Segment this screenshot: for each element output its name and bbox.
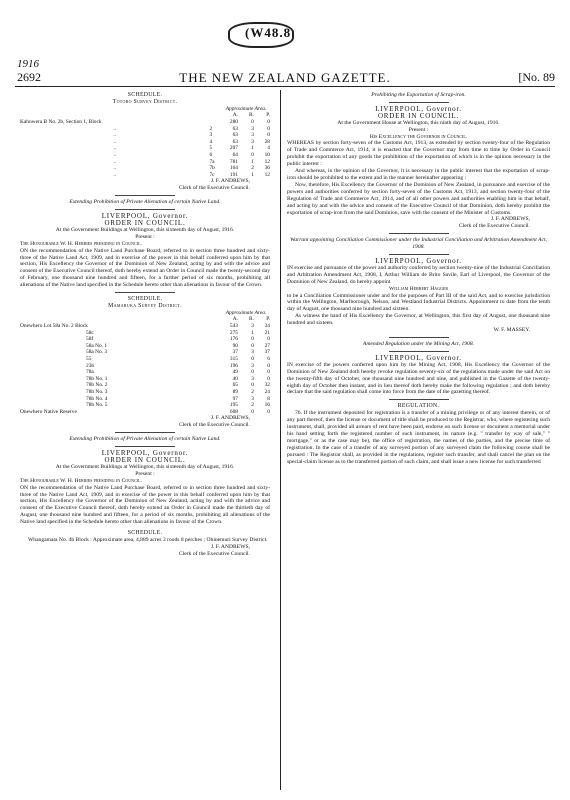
right-column [287,92,550,466]
warrant-paragraph: IN exercise and pursuance of the power and authority conferred by section twenty-nine of the Industrial Conciliation and Arbitration Amendment Act, 1908, I, Arthur William de Brito Savile, Earl of Liverpool, the Governor of the Dominion of New Zealand, do hereby appoint [287,264,550,285]
order-paragraph: Now, therefore, His Excellency the Governor of the Dominion of New Zealand, in pursuance and exercise of the powers and authorities conferred by section forty-seven of the Customs Act, 1913, and section twenty-four of the Regulation of Trade and Commerce Act, 1914, and of all other powers and authorities enabling him in that behalf, and acting by and with the advice and consent of the Executive Council of that Dominion, doth hereby prohibit the exportation of scrap-iron from the said Dominion, save with the consent of the Minister of Customs. [287,181,550,216]
unit: R. [249,316,254,323]
appointee-name: William Herbert Hagger [388,285,449,292]
divider [389,399,449,400]
area-heading: Approximate Area. [225,309,267,316]
area-heading: Approximate Area. [225,105,267,112]
place-date: At the Government House at Wellington, this ninth day of August, 1916. [337,119,500,126]
table-row: 78b No. 5 195 2 16 [86,402,270,409]
section-heading: Extending Prohibition of Private Alienation of certain Native Land. [69,436,221,443]
table-row: 55 315 0 6 [86,356,270,362]
schedule-heading: SCHEDULE. [127,296,163,303]
order-paragraph: And whereas, in the opinion of the Governor, it is necessary in the public interest that the exportation of scrap-iron should be prohibited to the extent and in the manner hereinafter appearing : [287,168,550,181]
unit: A. [232,112,238,119]
unit: P. [266,316,270,323]
divider [389,102,449,103]
section-heading: Amended Regulation under the Mining Act, 1908. [362,341,475,347]
divider [389,351,449,352]
column-divider [280,90,281,790]
regulation-paragraph: IN exercise of the powers conferred upon him by the Mining Act, 1908, His Excellency the Governor of the Dominion of New Zealand doth hereby revoke regulation seventy-six of the regulations made under the said Act on the twenty-fifth day of October, one thousand nine hundred and nine, and published in the Gazette of the twenty-eighth day of October then instant, and in lieu thereof doth hereby make the following regulation ; and doth hereby declare that the said regulation shall come into force from the date of the gazetting thereof. [287,361,550,396]
warrant-paragraph: to be a Conciliation Commissioner under and for the purposes of Part III of the said Act, and to exercise jurisdiction within the Wellington, Marlborough, Nelson, and Westland Industrial Districts. Appointment to date from the tenth day of August, one thousand nine hundred and sixteen. [287,292,550,313]
divider [115,195,175,196]
signature-title: Clerk of the Executive Council. [179,422,250,429]
order-title: ORDER IN COUNCIL. [104,218,186,227]
warrant-paragraph: As witness the hand of His Excellency the Governor, at Wellington, this first day of August, one thousand nine hundred and sixteen. [287,313,550,327]
present-label: Present : [408,126,429,133]
section-heading: Extending Prohibition of Private Alienation of certain Native Land. [69,199,221,206]
table-row: 78b No. 2 65 0 32 [86,382,270,389]
signature-name: J. F. ANDREWS, [490,216,530,223]
handwritten-year: 1916 [17,58,39,70]
signature-title: Clerk of the Executive Council. [179,550,250,557]
present-label: Present : [135,233,155,240]
schedule-heading: SCHEDULE. [127,530,163,537]
regulation-title: REGULATION. [397,403,440,410]
divider [389,233,449,234]
governor-line: LIVERPOOL, Governor. [375,104,462,113]
table-row: Kahuwera B No. 2b, Section 1, Block 280 0 0 [20,119,270,125]
page-number: 2692 [17,70,41,84]
table-row: 78b No. 4 97 3 8 [86,395,270,402]
divider [115,209,175,210]
section-heading: Warrant appointing Conciliation Commissioner under the Industrial Conciliation and Arbitration Amendment Act, 1908. [290,237,547,251]
table-row: 78b No. 1 40 3 0 [86,375,270,382]
table-row: .. 7b 164 2 36 [113,165,270,172]
table-row: 58f 176 0 0 [86,336,270,343]
unit: P. [266,112,270,119]
accession-stamp: (W48.8 [245,25,292,40]
signature-title: Clerk of the Executive Council. [179,185,250,192]
divider [115,432,175,433]
gazette-title: THE NEW ZEALAND GAZETTE. [179,70,391,85]
table-row: 58a No. 1 90 0 27 [86,342,270,349]
table-row: .. 3 63 3 0 [113,132,270,139]
governor-line: LIVERPOOL, Governor. [101,212,189,221]
table-row: .. 2 63 3 0 [113,125,270,132]
governor-line: LIVERPOOL, Governor. [375,353,462,362]
divider [115,446,175,447]
table-row: .. 6 64 0 10 [113,151,270,158]
left-column [20,92,270,558]
order-body: ON the recommendation of the Native Land Purchase Board, referred to in section three hundred and sixty-three of the Native Land Act, 1909, and in exercise of the power in this behalf conferred upon him by that section, His Excellency the Governor of the Dominion of New Zealand, acting by and with the advice and consent of the Executive Council thereof, doth hereby extend an Order in Council made the twenty-second day of February, one thousand nine hundred and fifteen, for a further period of six months, prohibiting all alienations of the Native land specified in the Schedule hereto other than alienations in favour of the Crown. [20,247,270,289]
order-paragraph: WHEREAS by section forty-seven of the Customs Act, 1913, as extended by section twenty-four of the Regulation of Trade and Commerce Act, 1914, it is enacted that the Governor may from time to time by Order in Council prohibit the exportation of any goods the prohibition of the exportation of which is in the opinion necessary in the public interest : [287,140,550,168]
table-row: .. 7c 191 1 12 [113,171,270,178]
table-row: 58c 275 1 21 [86,329,270,336]
table-row: Onewhero Lot 58a No. 2 Block 543 3 34 [20,323,270,330]
table-row: 23b 196 3 0 [86,362,270,369]
divider [115,292,175,293]
table-row: 78a 49 0 0 [86,369,270,376]
order-title: ORDER IN COUNCIL. [104,455,186,464]
signature-name: J. F. ANDREWS, [210,415,250,422]
place-date: At the Government Buildings at Wellington, this sixteenth day of August, 1916. [55,226,235,233]
table-row: 58a No. 3 37 3 37 [86,349,270,356]
unit: R. [249,112,254,119]
survey-district: Mamaruka Survey District. [108,302,182,309]
schedule-table-2 [20,310,270,416]
schedule-text: Whangamata No. 4b Block : Approximate area, 4,889 acres 3 roods 8 perches ; Ohinemuri Survey District. [28,536,268,543]
order-title: ORDER IN COUNCIL. [377,111,460,120]
presiding-line: The Honourable W. H. Herries presiding in Council. [20,477,142,484]
regulation-paragraph: 76. If the instrument deposited for registration is a transfer of a mining privilege or of any interest therein, or of any part thereof, then the license or document of title shall be produced to the Registrar, who, where registering such instrument, shall, provided all arrears of rent have been paid, endorse on such license or document a memorial under his hand setting forth the registered number of such instrument, its nature (e.g. " transfer by way of sale," " mortgage," or as the case may be), the office of registration, the names of the parties, and the precise time of registration. In the case of a transfer of any surveyed portion of any surveyed claim the following course shall be pursued : The Registrar shall, as provided in the regulations, register such transfer, and shall cancel the plan on the special-claim license as to the transferred portion of such claim, and shall issue a new license for such transferred [287,410,550,465]
issue-number: [No. 89 [518,70,555,84]
governor-line: LIVERPOOL, Governor. [101,449,189,458]
table-row: .. 4 63 3 28 [113,138,270,145]
section-heading: Prohibiting the Exportation of Scrap-iron. [371,92,466,98]
signature-name: J. F. ANDREWS, [210,543,250,550]
order-body: ON the recommendation of the Native Land Purchase Board, referred to in section three hundred and sixty-three of the Native Land Act, 1909, and in exercise of the power in this behalf conferred upon him by that section, His Excellency the Governor of the Dominion of New Zealand, acting by and with the advice and consent of the Executive Council thereof, doth hereby extend an Order in Council made the thirtieth day of August, one thousand nine hundred and fifteen, for a period of six months, prohibiting all alienations of the Native land specified in the Schedule hereto other than alienations in favour of the Crown. [20,484,270,526]
schedule-table-1 [20,106,270,179]
survey-district: Totoro Survey District. [112,98,178,105]
table-row: 78b No. 3 89 2 24 [86,388,270,395]
schedule-heading: SCHEDULE. [127,92,163,98]
signature-name: W. F. MASSEY. [493,327,530,334]
table-row: .. 5 207 1 4 [113,145,270,152]
signature-name: J. F. ANDREWS, [210,178,250,185]
unit: A. [232,316,238,323]
present-label: Present : [135,470,155,477]
divider [389,254,449,255]
table-row: .. 7a 781 1 12 [113,158,270,165]
presiding-line: The Honourable W. H. Herries presiding in Council. [20,240,142,247]
presiding-line: His Excellency the Governor in Council. [369,133,468,140]
governor-line: LIVERPOOL, Governor. [375,257,462,266]
place-date: At the Government Buildings at Wellington, this sixteenth day of August, 1916. [55,463,235,470]
table-row: Onewhero Native Reserve 608 0 0 [20,408,270,415]
divider [389,337,449,338]
signature-title: Clerk of the Executive Council. [459,223,530,230]
page-header [15,70,555,87]
